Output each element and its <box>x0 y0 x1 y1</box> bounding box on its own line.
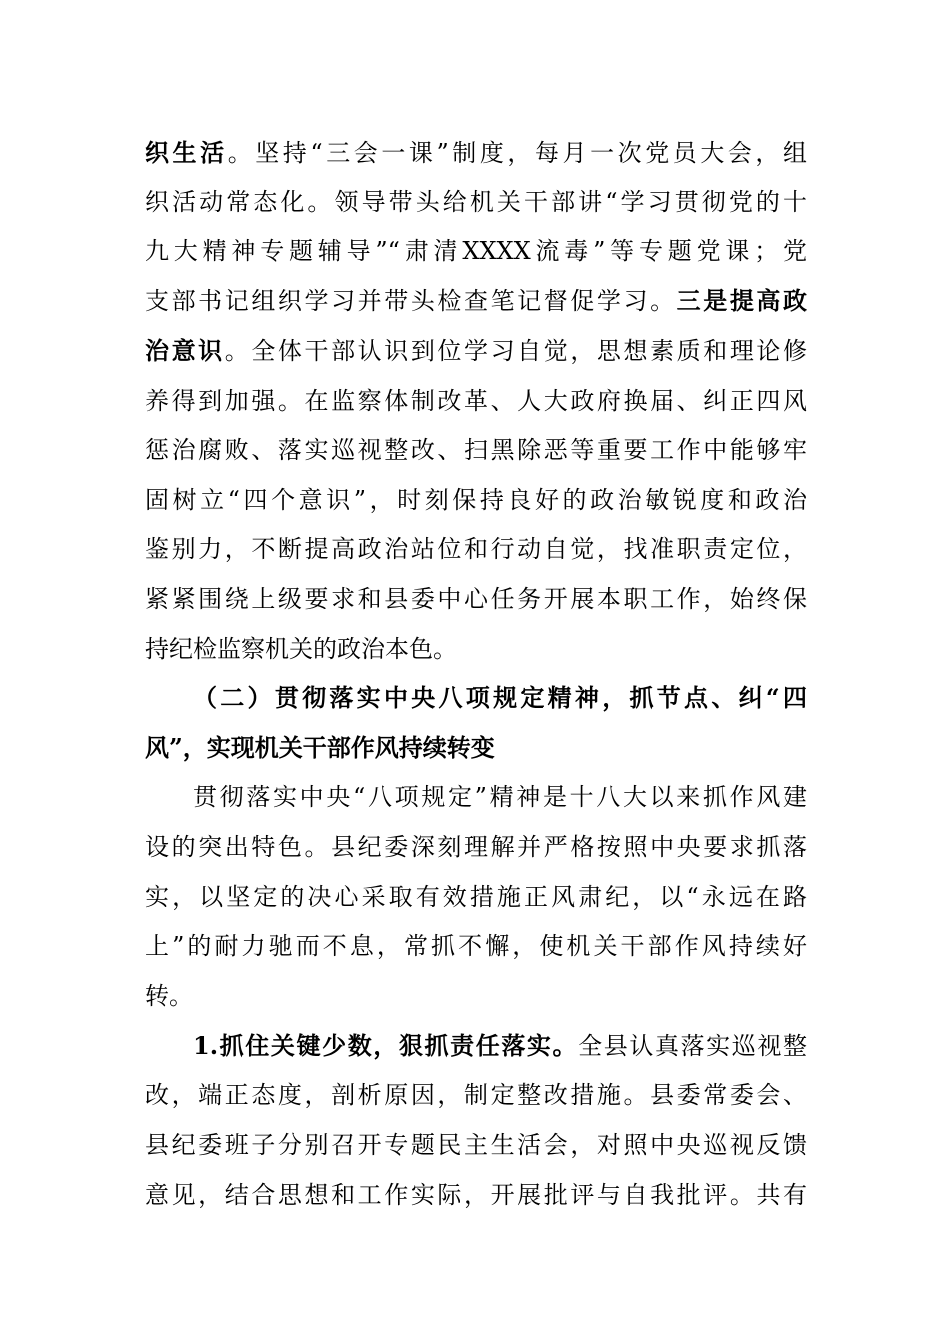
paragraph-line: 紧紧围绕上级要求和县委中心任务开展本职工作，始终保 <box>145 585 807 613</box>
paragraph-line <box>145 138 807 168</box>
paragraph-line: 转。 <box>145 982 193 1010</box>
bold-phrase: 治意识 <box>145 336 225 365</box>
section-heading: （二）贯彻落实中央八项规定精神，抓节点、纠“四 <box>193 683 807 712</box>
paragraph-line: 惩治腐败、落实巡视整改、扫黑除恶等重要工作中能够牢 <box>145 436 807 464</box>
paragraph-line: 改，端正态度，剖析原因，制定整改措施。县委常委会、 <box>145 1081 807 1109</box>
paragraph-line: 上”的耐力驰而不息，常抓不懈，使机关干部作风持续好 <box>145 932 807 960</box>
paragraph-line: 县纪委班子分别召开专题民主生活会，对照中央巡视反馈 <box>145 1131 807 1159</box>
paragraph-line: 设的突出特色。县纪委深刻理解并严格按照中央要求抓落 <box>145 833 807 861</box>
paragraph-line: 九大精神专题辅导”“肃清XXXX流毒”等专题党课；党 <box>145 237 807 265</box>
paragraph-line <box>145 336 807 366</box>
paragraph-line <box>193 1031 807 1061</box>
paragraph-line: 养得到加强。在监察体制改革、人大政府换届、纠正四风 <box>145 387 807 415</box>
bold-phrase: 织生活 <box>145 138 228 167</box>
bold-phrase: 三是提高政 <box>676 286 808 315</box>
line-text: 。全体干部认识到位学习自觉，思想素质和理论修 <box>224 337 807 365</box>
paragraph-line: 鉴别力，不断提高政治站位和行动自觉，找准职责定位， <box>145 535 807 563</box>
bold-phrase: 1.抓住关键少数，狠抓责任落实。 <box>193 1031 579 1060</box>
line-text: 支部书记组织学习并带头检查笔记督促学习。 <box>145 287 677 315</box>
paragraph-line <box>145 286 807 316</box>
paragraph-line: 意见，结合思想和工作实际，开展批评与自我批评。共有 <box>145 1181 807 1209</box>
paragraph-line: 实，以坚定的决心采取有效措施正风肃纪，以“永远在路 <box>145 883 807 911</box>
paragraph-line: 固树立“四个意识”，时刻保持良好的政治敏锐度和政治 <box>145 486 807 514</box>
line-text: 。坚持“三会一课”制度，每月一次党员大会，组 <box>227 139 807 167</box>
paragraph-line: 持纪检监察机关的政治本色。 <box>145 635 457 663</box>
section-heading: 风”，实现机关干部作风持续转变 <box>145 733 495 762</box>
paragraph-line: 贯彻落实中央“八项规定”精神是十八大以来抓作风建 <box>193 783 807 811</box>
paragraph-line: 织活动常态化。领导带头给机关干部讲“学习贯彻党的十 <box>145 188 807 216</box>
line-text: 全县认真落实巡视整 <box>578 1032 808 1060</box>
